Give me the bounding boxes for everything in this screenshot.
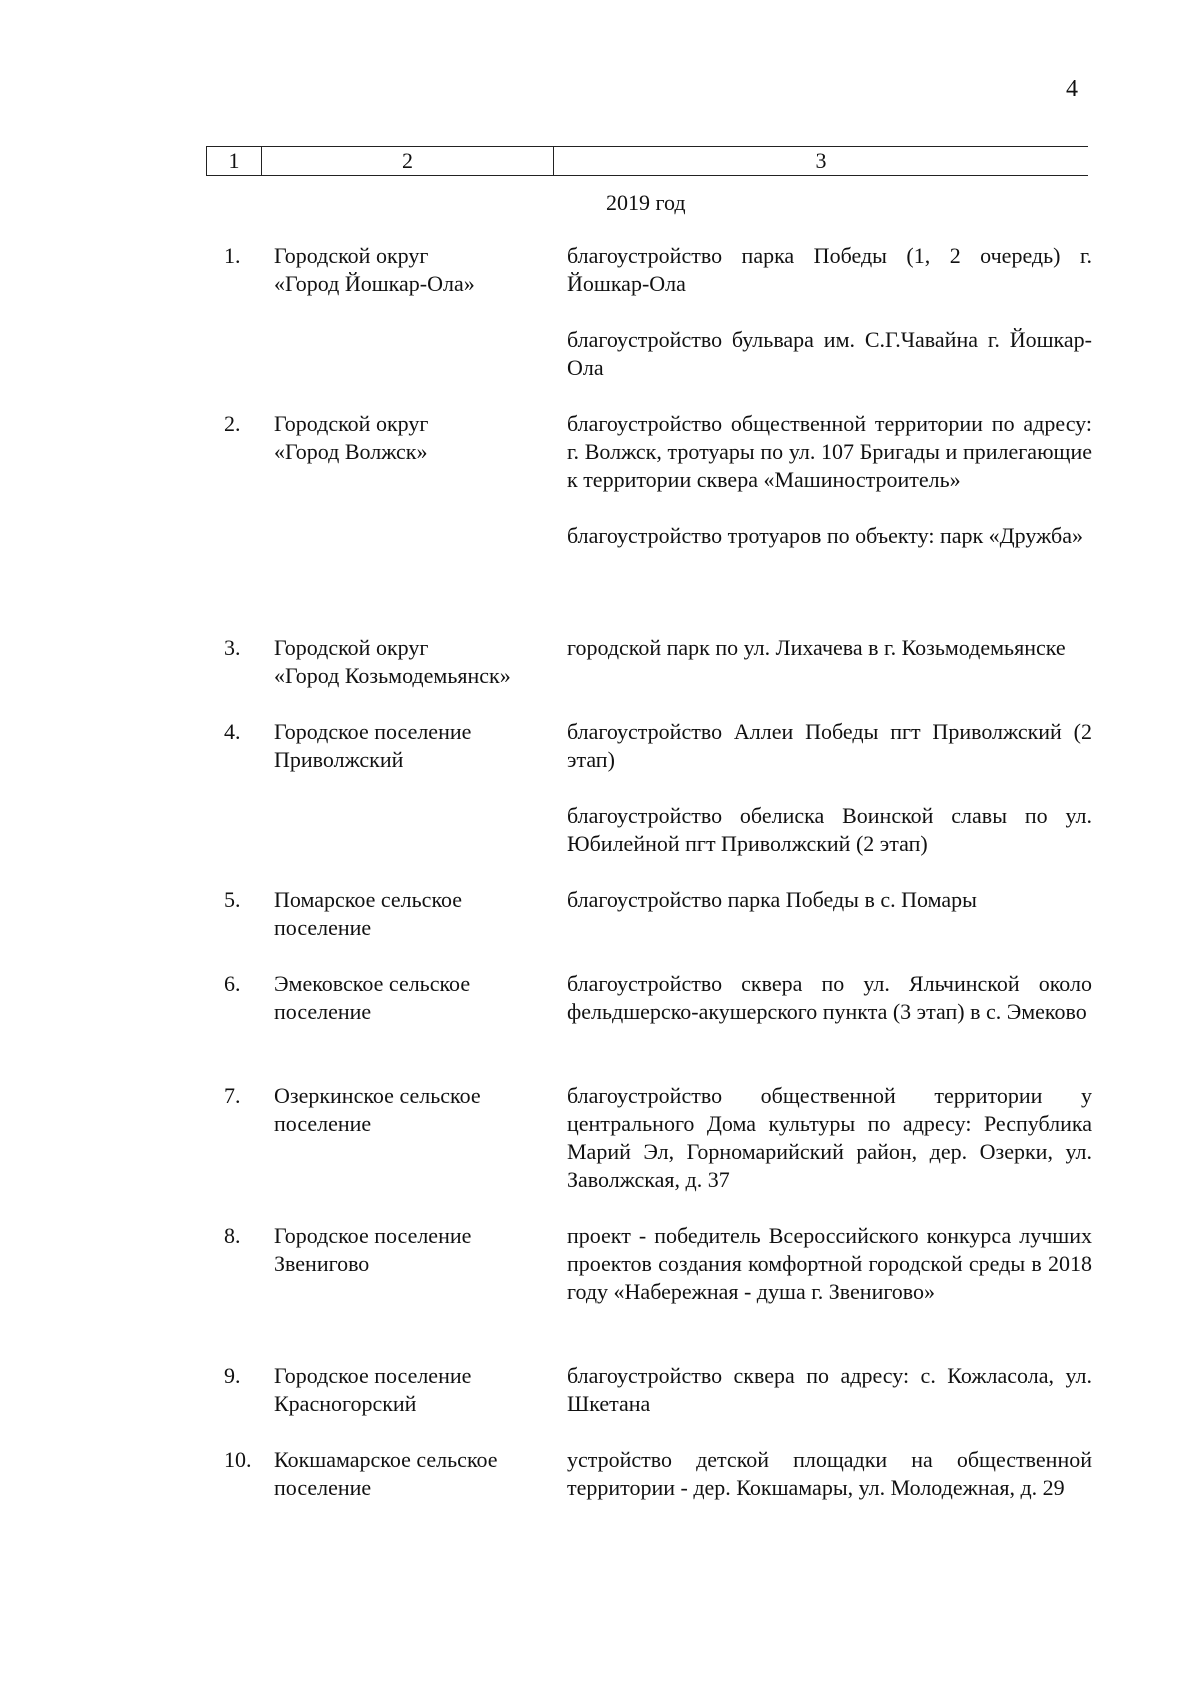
municipality-line: поселение — [274, 1111, 372, 1136]
municipality-line: Городское поселение — [274, 1363, 472, 1388]
municipality — [274, 1082, 564, 1138]
row-number: 9. — [224, 1363, 241, 1388]
municipality — [274, 242, 564, 298]
project-item: благоустройство сквера по адресу: с. Кожласола, ул. Шкетана — [567, 1363, 1092, 1416]
municipality-line: Помарское сельское — [274, 887, 463, 912]
project-list — [567, 1222, 1092, 1334]
page-number: 4 — [1066, 76, 1078, 102]
municipality-line: поселение — [274, 1475, 372, 1500]
project-item: благоустройство обелиска Воинской славы по ул. Юбилейной пгт Приволжский (2 этап) — [567, 803, 1092, 856]
municipality-line: Городской округ — [274, 243, 429, 268]
municipality — [274, 718, 564, 774]
project-list — [567, 718, 1092, 886]
municipality-line: Красногорский — [274, 1391, 417, 1416]
municipality-line: «Город Козьмодемьянск» — [274, 663, 511, 688]
project-item: благоустройство общественной территории у центрального Дома культуры по адресу: Республика Марий Эл, Горномарийский район, дер. Озерки, ул. Заволжская, д. 37 — [567, 1083, 1092, 1192]
municipality — [274, 1362, 564, 1418]
municipality-line: «Город Волжск» — [274, 439, 428, 464]
project-item: благоустройство сквера по ул. Яльчинской около фельдшерско-акушерского пункта (3 этап) в с. Эмеково — [567, 971, 1092, 1024]
table-header — [206, 146, 1088, 176]
municipality — [274, 1222, 564, 1278]
project-item: проект - победитель Всероссийского конкурса лучших проектов создания комфортной городской среды в 2018 году «Набережная - душа г. Звенигово» — [567, 1223, 1092, 1304]
row-number: 7. — [224, 1083, 241, 1108]
row-number: 3. — [224, 635, 241, 660]
year-heading: 2019 год — [606, 190, 686, 215]
row-number: 5. — [224, 887, 241, 912]
header-col-2: 2 — [262, 147, 554, 175]
project-item: благоустройство парка Победы (1, 2 очередь) г. Йошкар-Ола — [567, 243, 1092, 296]
project-list — [567, 1082, 1092, 1222]
project-list — [567, 410, 1092, 578]
row-number: 10. — [224, 1447, 252, 1472]
project-list — [567, 970, 1092, 1054]
municipality-line: Кокшамарское сельское — [274, 1447, 498, 1472]
municipality-line: Городское поселение — [274, 1223, 472, 1248]
project-item: городской парк по ул. Лихачева в г. Козьмодемьянске — [567, 635, 1066, 660]
project-list — [567, 1446, 1092, 1530]
municipality-line: Озеркинское сельское — [274, 1083, 481, 1108]
row-number: 4. — [224, 719, 241, 744]
project-list — [567, 242, 1092, 410]
municipality-line: поселение — [274, 915, 372, 940]
municipality — [274, 970, 564, 1026]
municipality-line: Приволжский — [274, 747, 404, 772]
project-item: благоустройство бульвара им. С.Г.Чавайна г. Йошкар-Ола — [567, 327, 1092, 380]
row-number: 6. — [224, 971, 241, 996]
header-col-1: 1 — [206, 147, 262, 175]
municipality — [274, 634, 564, 690]
municipality-line: Звенигово — [274, 1251, 370, 1276]
row-number: 2. — [224, 411, 241, 436]
municipality-line: Городской округ — [274, 411, 429, 436]
row-number: 8. — [224, 1223, 241, 1248]
project-list — [567, 886, 1092, 942]
municipality — [274, 410, 564, 466]
municipality-line: поселение — [274, 999, 372, 1024]
project-list — [567, 1362, 1092, 1446]
municipality-line: Городское поселение — [274, 719, 472, 744]
project-item: благоустройство парка Победы в с. Помары — [567, 887, 977, 912]
project-item: благоустройство тротуаров по объекту: парк «Дружба» — [567, 523, 1083, 548]
row-number: 1. — [224, 243, 241, 268]
header-col-3: 3 — [815, 148, 827, 173]
project-list — [567, 634, 1092, 690]
project-item: благоустройство общественной территории по адресу: г. Волжск, тротуары по ул. 107 Бригады и прилегающие к территории сквера «Машиностроитель» — [567, 411, 1092, 492]
municipality-line: «Город Йошкар-Ола» — [274, 271, 475, 296]
municipality — [274, 886, 564, 942]
municipality — [274, 1446, 564, 1502]
project-item: благоустройство Аллеи Победы пгт Приволжский (2 этап) — [567, 719, 1092, 772]
municipality-line: Городской округ — [274, 635, 429, 660]
municipality-line: Эмековское сельское — [274, 971, 471, 996]
project-item: устройство детской площадки на общественной территории - дер. Кокшамары, ул. Молодежная, д. 29 — [567, 1447, 1092, 1500]
